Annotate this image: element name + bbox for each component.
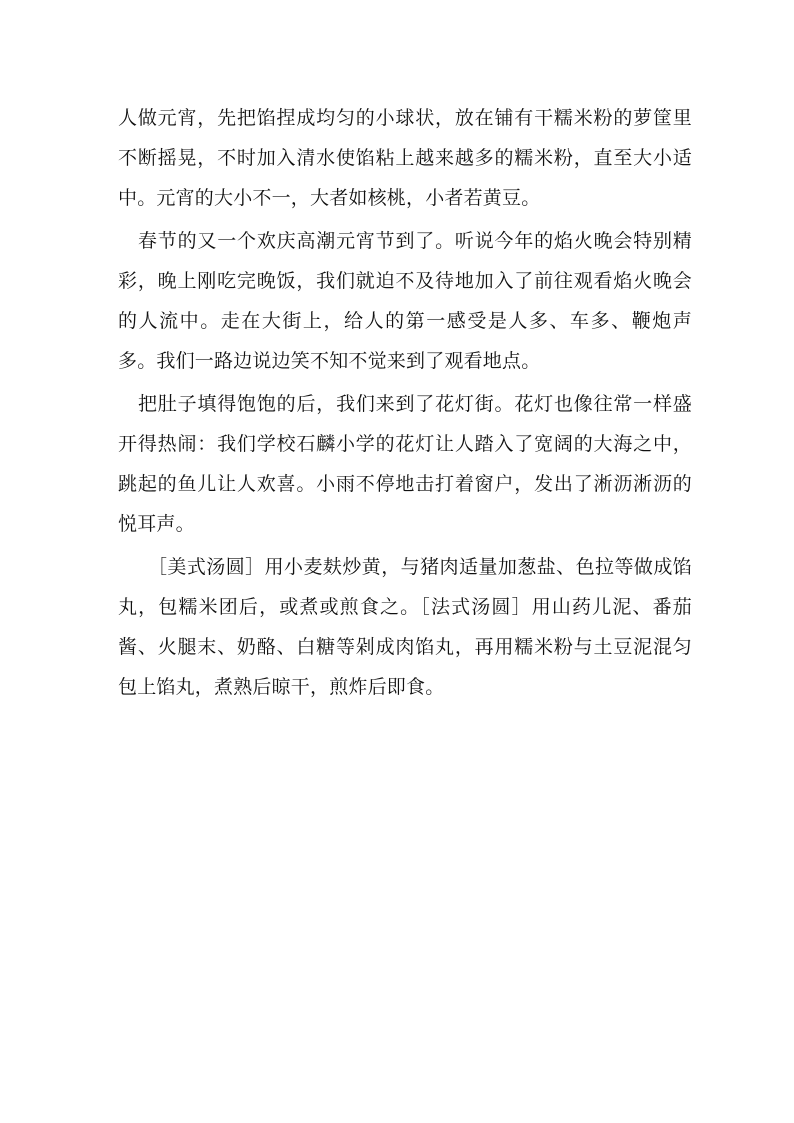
paragraph-tangyuan-styles: ［美式汤圆］用小麦麸炒黄，与猪肉适量加葱盐、色拉等做成馅丸，包糯米团后，或煮或煎食之。［法式汤圆］用山药儿泥、番茄酱、火腿末、奶酪、白糖等剁成肉馅丸，再用糯米粉与土豆泥混匀包上馅丸，煮熟后晾干，煎炸后即食。 [118,556,692,698]
document-body [118,98,692,707]
paragraph-yuanxiao-making: 人做元宵，先把馅捏成均匀的小球状，放在铺有干糯米粉的萝筐里不断摇晃，不时加入清水使馅粘上越来越多的糯米粉，直至大小适中。元宵的大小不一，大者如核桃，小者若黄豆。 [118,107,692,209]
paragraph-lantern-street: 把肚子填得饱饱的后，我们来到了花灯街。花灯也像往常一样盛开得热闹：我们学校石麟小学的花灯让人踏入了宽阔的大海之中，跳起的鱼儿让人欢喜。小雨不停地击打着窗户，发出了淅沥淅沥的悦耳声。 [118,393,692,535]
paragraph-fireworks: 春节的又一个欢庆高潮元宵节到了。听说今年的焰火晚会特别精彩，晚上刚吃完晚饭，我们就迫不及待地加入了前往观看焰火晚会的人流中。走在大街上，给人的第一感受是人多、车多、鞭炮声多。我们一路边说边笑不知不觉来到了观看地点。 [118,230,692,372]
